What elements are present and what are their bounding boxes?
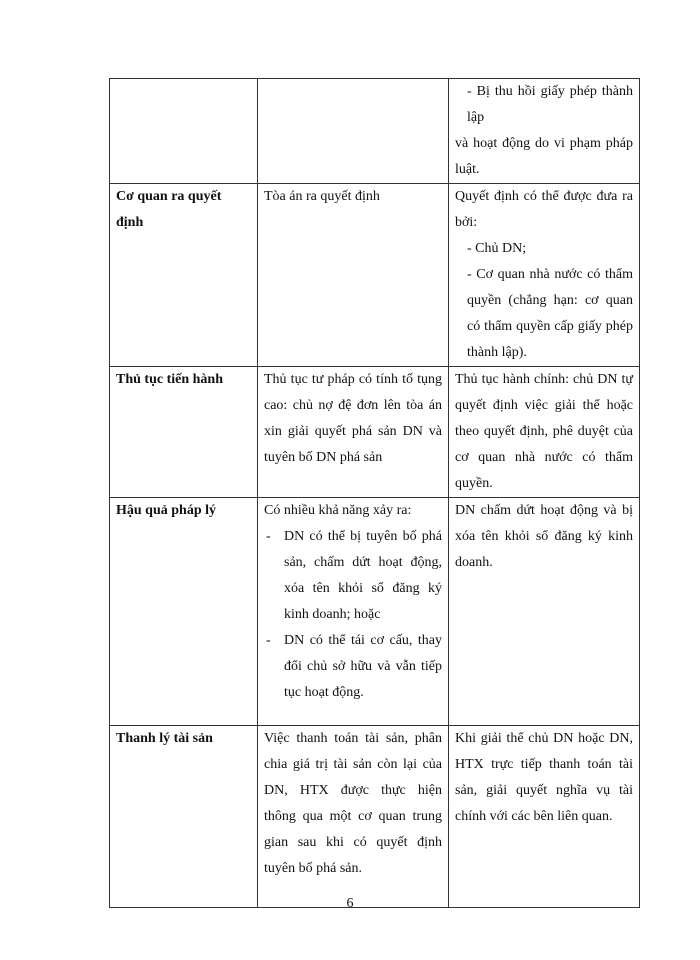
row-label <box>110 367 258 498</box>
cell-text: Thủ tục tư pháp có tính tố tụng cao: chủ nợ đệ đơn lên tòa án xin giải quyết phá sản DN và tuyên bố DN phá sản <box>264 372 442 465</box>
row-label-text: Thanh lý tài sản <box>116 731 213 746</box>
table-cell <box>258 726 449 908</box>
table-row <box>110 184 640 367</box>
cell-text: Tòa án ra quyết định <box>264 189 380 204</box>
cell-text: - Bị thu hồi giấy phép thành lập <box>467 84 633 125</box>
row-label-text: Hậu quả pháp lý <box>116 503 216 518</box>
list-item: - DN có thể bị tuyên bố phá sản, chấm dứt hoạt động, xóa tên khỏi sổ đăng ký kinh doanh; hoặc <box>264 524 442 628</box>
table-cell <box>258 79 449 184</box>
row-label <box>110 184 258 367</box>
table-row <box>110 367 640 498</box>
row-label-text: Thủ tục tiến hành <box>116 372 223 387</box>
table-cell <box>449 498 640 726</box>
table-cell <box>449 184 640 367</box>
table-cell <box>258 367 449 498</box>
table-cell <box>258 498 449 726</box>
cell-text: Khi giải thể chủ DN hoặc DN, HTX trực tiếp thanh toán tài sản, giải quyết nghĩa vụ tài chính với các bên liên quan. <box>455 731 633 824</box>
cell-text: và hoạt động do vi phạm pháp <box>455 136 633 151</box>
cell-text: Thủ tục hành chính: chủ DN tự quyết định việc giải thể hoặc theo quyết định, phê duyệt của cơ quan nhà nước có thẩm quyền. <box>455 372 633 491</box>
table-cell <box>449 726 640 908</box>
table-row <box>110 79 640 184</box>
cell-text: Việc thanh toán tài sản, phân chia giá trị tài sản còn lại của DN, HTX được thực hiện thông qua một cơ quan trung gian sau khi có quyết định tuyên bố phá sản. <box>264 731 442 876</box>
cell-text: - Cơ quan nhà nước có thẩm quyền (chẳng hạn: cơ quan có thẩm quyền cấp giấy phép thành lập). <box>467 267 633 360</box>
cell-text: DN chấm dứt hoạt động và bị xóa tên khỏi sổ đăng ký kinh doanh. <box>455 503 633 570</box>
table-row <box>110 726 640 908</box>
table-cell <box>449 79 640 184</box>
list-item: - DN có thể tái cơ cấu, thay đổi chủ sở hữu và vẫn tiếp tục hoạt động. <box>264 628 442 706</box>
table-row <box>110 498 640 726</box>
table-cell <box>449 367 640 498</box>
cell-text: Có nhiều khả năng xảy ra: <box>264 503 412 518</box>
page-number: 6 <box>346 896 354 911</box>
table-cell <box>258 184 449 367</box>
table-cell <box>110 79 258 184</box>
cell-text: Quyết định có thể được đưa ra bởi: <box>455 189 633 230</box>
cell-text: - Chủ DN; <box>467 241 527 256</box>
row-label <box>110 498 258 726</box>
row-label-text: Cơ quan ra quyết định <box>116 189 222 230</box>
cell-text: luật. <box>455 162 480 177</box>
comparison-table <box>109 78 640 908</box>
consequence-list <box>264 524 442 706</box>
row-label <box>110 726 258 908</box>
